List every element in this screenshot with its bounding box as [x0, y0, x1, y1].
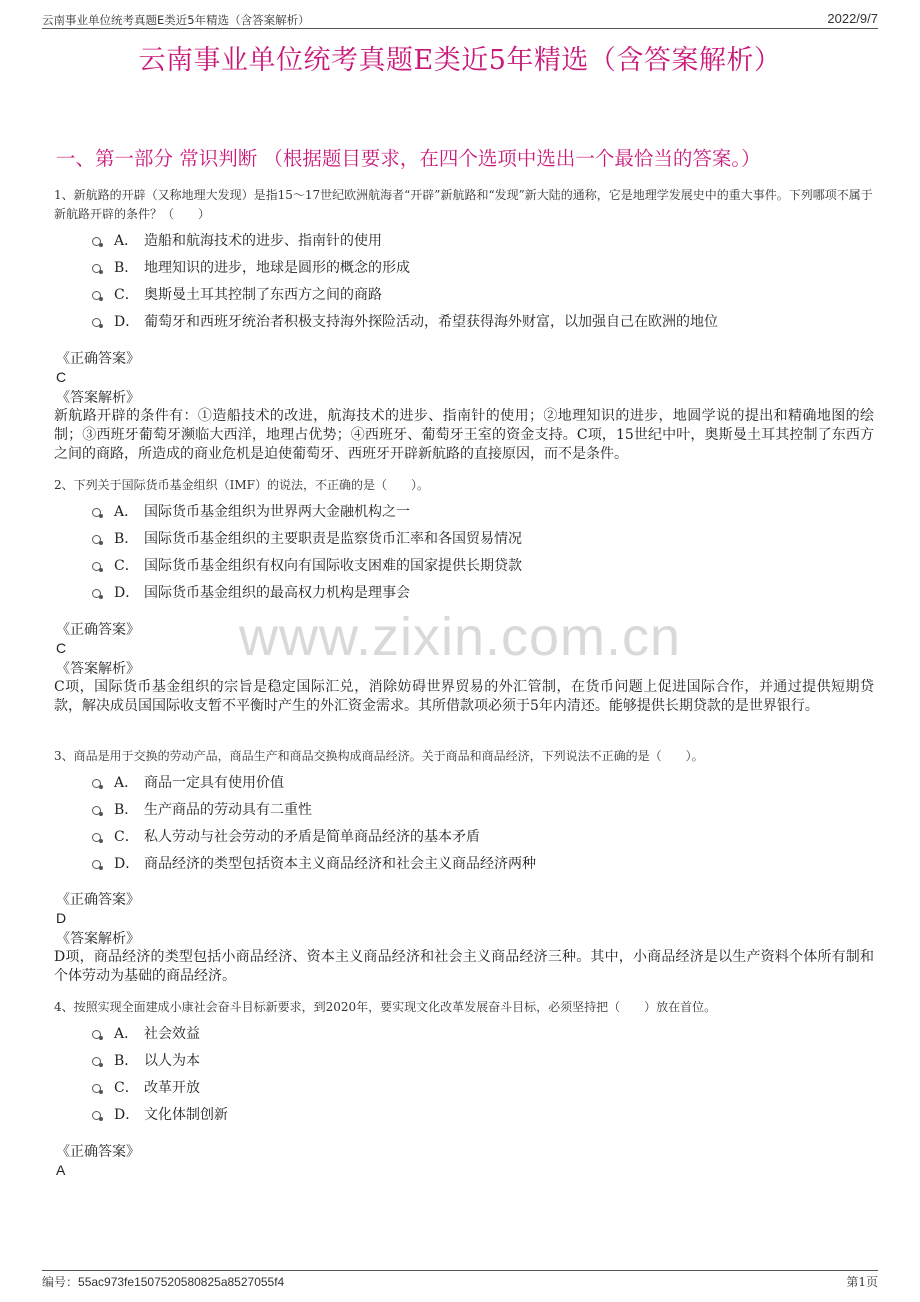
- option-text: 国际货币基金组织的最高权力机构是理事会: [144, 585, 410, 601]
- analysis-label: 《答案解析》: [56, 390, 140, 406]
- question-stem: 3、商品是用于交换的劳动产品，商品生产和商品交换构成商品经济。关于商品和商品经济，下列说法不正确的是（ ）。: [54, 749, 704, 763]
- radio-icon[interactable]: [92, 860, 101, 869]
- question-3: [54, 747, 874, 880]
- option-d[interactable]: [54, 853, 874, 880]
- option-text: 文化体制创新: [144, 1107, 228, 1123]
- option-letter: D．: [114, 1107, 140, 1123]
- option-b[interactable]: [54, 528, 874, 555]
- option-text: 造船和航海技术的进步、指南针的使用: [144, 233, 382, 249]
- radio-icon[interactable]: [92, 1057, 101, 1066]
- watermark: www.zixin.com.cn: [238, 607, 682, 667]
- answer-label: 《正确答案》: [56, 892, 140, 908]
- option-b[interactable]: [54, 257, 874, 284]
- option-letter: B．: [114, 1053, 139, 1069]
- option-c[interactable]: [54, 555, 874, 582]
- code-label: 编号：: [42, 1275, 79, 1289]
- option-a[interactable]: [54, 501, 874, 528]
- option-letter: C．: [114, 558, 139, 574]
- option-text: 国际货币基金组织为世界两大金融机构之一: [144, 504, 410, 520]
- option-letter: A．: [114, 233, 139, 249]
- option-text: 地理知识的进步，地球是圆形的概念的形成: [144, 260, 410, 276]
- options-list: [54, 230, 874, 338]
- option-letter: D．: [114, 856, 140, 872]
- radio-icon[interactable]: [92, 779, 101, 788]
- option-text: 以人为本: [144, 1053, 200, 1069]
- option-c[interactable]: [54, 1077, 874, 1104]
- page-number: 第1页: [846, 1275, 878, 1289]
- radio-icon[interactable]: [92, 589, 101, 598]
- answer-block-3: [54, 891, 874, 986]
- option-a[interactable]: [54, 1023, 874, 1050]
- option-text: 商品经济的类型包括资本主义商品经济和社会主义商品经济两种: [144, 856, 536, 872]
- option-letter: B．: [114, 260, 139, 276]
- option-text: 社会效益: [144, 1026, 200, 1042]
- header-title: 云南事业单位统考真题E类近5年精选（含答案解析）: [42, 13, 310, 27]
- option-text: 商品一定具有使用价值: [144, 775, 284, 791]
- options-list: [54, 1023, 874, 1131]
- option-d[interactable]: [54, 1104, 874, 1131]
- option-letter: C．: [114, 829, 139, 845]
- option-letter: A．: [114, 504, 139, 520]
- option-a[interactable]: [54, 230, 874, 257]
- question-2: [54, 476, 874, 609]
- radio-icon[interactable]: [92, 237, 101, 246]
- document-title: 云南事业单位统考真题E类近5年精选（含答案解析）: [138, 45, 782, 76]
- answer-label: 《正确答案》: [56, 351, 140, 367]
- option-text: 葡萄牙和西班牙统治者积极支持海外探险活动，希望获得海外财富，以加强自己在欧洲的地位: [144, 314, 718, 330]
- option-letter: A．: [114, 1026, 139, 1042]
- option-c[interactable]: [54, 826, 874, 853]
- option-a[interactable]: [54, 772, 874, 799]
- option-letter: A．: [114, 775, 139, 791]
- section-heading: 一、第一部分 常识判断 （根据题目要求，在四个选项中选出一个最恰当的答案。）: [56, 147, 761, 170]
- radio-icon[interactable]: [92, 508, 101, 517]
- question-stem: 1、新航路的开辟（又称地理大发现）是指15～17世纪欧洲航海者“开辟”新航路和“发现”新大陆的通称，它是地理学发展史中的重大事件。下列哪项不属于新航路开辟的条件？（ ）: [54, 188, 873, 221]
- question-stem: 4、按照实现全面建成小康社会奋斗目标新要求，到2020年，要实现文化改革发展奋斗目标，必须坚持把（ ）放在首位。: [54, 1000, 717, 1014]
- option-text: 私人劳动与社会劳动的矛盾是简单商品经济的基本矛盾: [144, 829, 480, 845]
- options-list: [54, 772, 874, 880]
- answer-label: 《正确答案》: [56, 1144, 140, 1160]
- page-footer: [42, 1270, 878, 1289]
- option-letter: D．: [114, 314, 140, 330]
- radio-icon[interactable]: [92, 264, 101, 273]
- option-text: 奥斯曼土耳其控制了东西方之间的商路: [144, 287, 382, 303]
- radio-icon[interactable]: [92, 291, 101, 300]
- radio-icon[interactable]: [92, 535, 101, 544]
- radio-icon[interactable]: [92, 833, 101, 842]
- radio-icon[interactable]: [92, 1084, 101, 1093]
- option-letter: D．: [114, 585, 140, 601]
- radio-icon[interactable]: [92, 562, 101, 571]
- answer-value: D: [56, 910, 67, 926]
- header-date: 2022/9/7: [827, 11, 878, 26]
- option-letter: B．: [114, 531, 139, 547]
- question-4: [54, 998, 874, 1131]
- option-d[interactable]: [54, 311, 874, 338]
- option-b[interactable]: [54, 799, 874, 826]
- answer-block-2: [54, 621, 874, 716]
- option-text: 国际货币基金组织有权向有国际收支困难的国家提供长期贷款: [144, 558, 522, 574]
- analysis-text: C项，国际货币基金组织的宗旨是稳定国际汇兑，消除妨碍世界贸易的外汇管制，在货币问题上促进国际合作，并通过提供短期贷款，解决成员国国际收支暂不平衡时产生的外汇资金需求。其所借款项必须于5年内清还。能够提供长期贷款的是世界银行。: [54, 679, 874, 714]
- option-text: 生产商品的劳动具有二重性: [144, 802, 312, 818]
- option-d[interactable]: [54, 582, 874, 609]
- option-text: 改革开放: [144, 1080, 200, 1096]
- answer-value: C: [56, 369, 67, 385]
- answer-block-4: [54, 1143, 874, 1179]
- option-letter: C．: [114, 287, 139, 303]
- answer-value: A: [56, 1162, 66, 1178]
- option-b[interactable]: [54, 1050, 874, 1077]
- analysis-text: 新航路开辟的条件有：①造船技术的改进，航海技术的进步、指南针的使用；②地理知识的进步，地圆学说的提出和精确地图的绘制；③西班牙葡萄牙濒临大西洋，地理占优势；④西班牙、葡萄牙王室的资金支持。C项，15世纪中叶，奥斯曼土耳其控制了东西方之间的商路，所造成的商业危机是迫使葡萄牙、西班牙开辟新航路的直接原因，而不是条件。: [54, 408, 874, 462]
- analysis-text: D项，商品经济的类型包括小商品经济、资本主义商品经济和社会主义商品经济三种。其中，小商品经济是以生产资料个体所有制和个体劳动为基础的商品经济。: [54, 949, 874, 984]
- answer-label: 《正确答案》: [56, 622, 140, 638]
- options-list: [54, 501, 874, 609]
- page-header: [42, 12, 878, 29]
- question-1: [54, 186, 874, 338]
- radio-icon[interactable]: [92, 806, 101, 815]
- analysis-label: 《答案解析》: [56, 931, 140, 947]
- radio-icon[interactable]: [92, 1111, 101, 1120]
- answer-value: C: [56, 640, 67, 656]
- answer-block-1: [54, 350, 874, 464]
- radio-icon[interactable]: [92, 318, 101, 327]
- radio-icon[interactable]: [92, 1030, 101, 1039]
- option-c[interactable]: [54, 284, 874, 311]
- code-value: 55ac973fe1507520580825a8527055f4: [78, 1275, 285, 1289]
- document-code: [42, 1273, 284, 1290]
- question-stem: 2、下列关于国际货币基金组织（IMF）的说法，不正确的是（ ）。: [54, 478, 429, 492]
- option-text: 国际货币基金组织的主要职责是监察货币汇率和各国贸易情况: [144, 531, 522, 547]
- option-letter: C．: [114, 1080, 139, 1096]
- analysis-label: 《答案解析》: [56, 661, 140, 677]
- option-letter: B．: [114, 802, 139, 818]
